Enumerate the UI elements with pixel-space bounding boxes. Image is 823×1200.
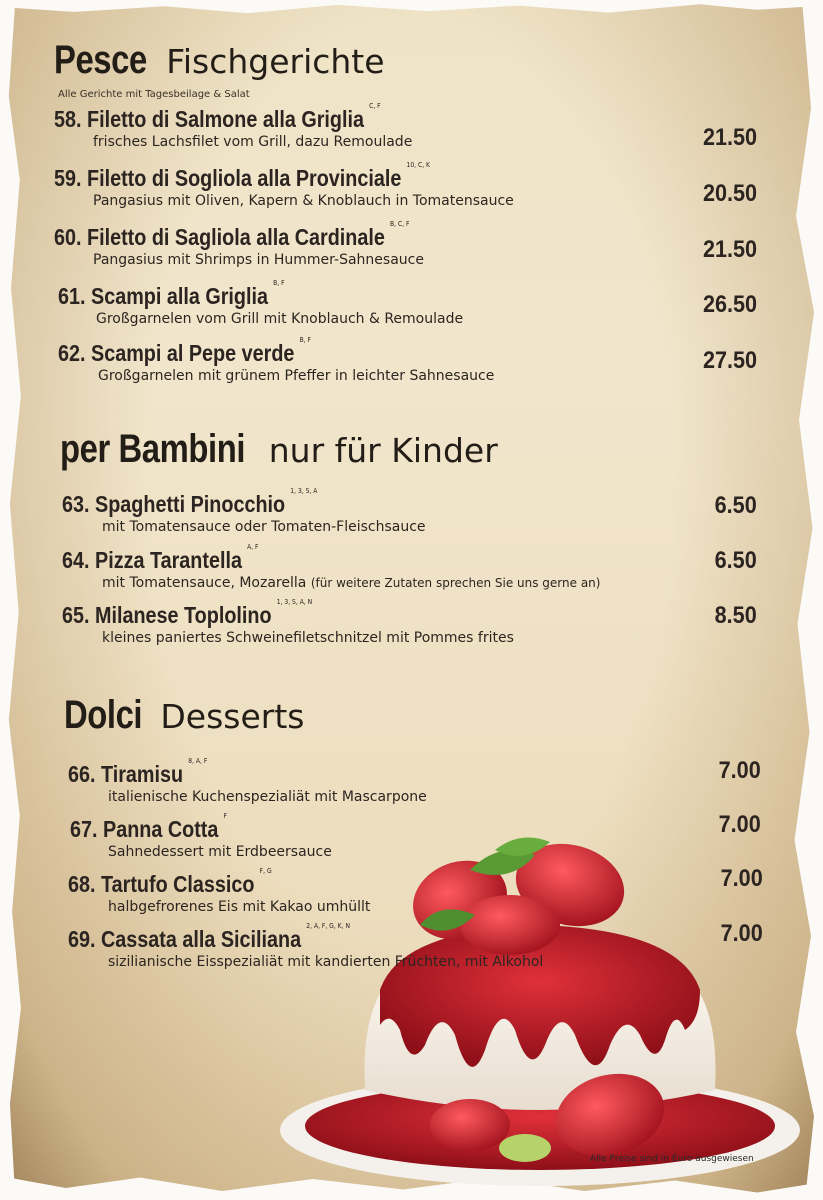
item-description: mit Tomatensauce, Mozarella (für weitere Zutaten sprechen Sie uns gerne an)	[102, 575, 601, 591]
menu-item	[68, 757, 427, 805]
item-price: 6.50	[714, 492, 757, 519]
allergen-codes: F	[223, 812, 228, 820]
menu-item	[58, 279, 464, 327]
item-price: 7.00	[718, 757, 761, 784]
item-description: halbgefrorenes Eis mit Kakao umhüllt	[108, 899, 371, 915]
section-title-italian: per Bambini	[60, 427, 246, 471]
item-description: Großgarnelen mit grünem Pfeffer in leichter Sahnesauce	[98, 368, 495, 384]
item-price: 20.50	[702, 180, 757, 207]
menu-item	[68, 867, 371, 915]
item-description: Sahnedessert mit Erdbeersauce	[108, 844, 332, 860]
allergen-codes: 2, A, F, G, K, N	[306, 922, 350, 930]
item-description: Großgarnelen vom Grill mit Knoblauch & Remoulade	[96, 311, 464, 327]
item-description-note: (für weitere Zutaten sprechen Sie uns gerne an)	[310, 576, 601, 590]
menu-item	[70, 812, 332, 860]
menu-item	[54, 220, 467, 268]
item-description: mit Tomatensauce oder Tomaten-Fleischsauce	[102, 519, 426, 535]
allergen-codes: B, F	[273, 279, 285, 287]
item-price: 27.50	[702, 347, 757, 374]
item-name: 64. Pizza Tarantella $^{A, F}$	[62, 543, 259, 573]
menu-item	[62, 543, 601, 591]
section-title-pesce	[54, 38, 385, 83]
item-name: 66. Tiramisu $^{8, A, F}$	[68, 757, 208, 787]
item-name: 60. Filetto di Sagliola alla Cardinale $^{B, C, F}$	[54, 220, 410, 250]
item-price: 21.50	[702, 236, 757, 263]
item-name: 63. Spaghetti Pinocchio $^{1, 3, S, A}$	[62, 487, 318, 517]
allergen-codes: 1, 3, S, A, N	[276, 598, 313, 606]
allergen-codes: B, C, F	[390, 220, 410, 228]
menu-item	[54, 161, 514, 209]
item-price: 7.00	[720, 865, 763, 892]
item-name: 69. Cassata alla Siciliana $^{2, A, F, G, K, N}$	[68, 922, 350, 952]
section-title-bambini	[60, 427, 498, 472]
section-title-italian: Dolci	[64, 693, 143, 737]
section-title-german: Fischgerichte	[166, 42, 385, 81]
item-name: 61. Scampi alla Griglia $^{B, F}$	[58, 279, 285, 309]
item-name: 65. Milanese Toplolino $^{1, 3, S, A, N}$	[62, 598, 313, 628]
menu-item	[62, 598, 514, 646]
footer-price-note: Alle Preise sind in Euro ausgewiesen	[590, 1154, 754, 1164]
section-title-german: Desserts	[160, 697, 305, 736]
allergen-codes: 1, 3, S, A	[290, 487, 318, 495]
item-description: Pangasius mit Oliven, Kapern & Knoblauch in Tomatensauce	[93, 193, 514, 209]
section-title-dolci	[64, 693, 305, 738]
menu-item	[54, 102, 434, 150]
section-subnote: Alle Gerichte mit Tagesbeilage & Salat	[58, 89, 250, 100]
item-name: 62. Scampi al Pepe verde $^{B, F}$	[58, 336, 311, 366]
allergen-codes: 10, C, K	[406, 161, 430, 169]
allergen-codes: C, F	[369, 102, 381, 110]
item-price: 7.00	[720, 920, 763, 947]
menu-item	[68, 922, 544, 970]
allergen-codes: 8, A, F	[188, 757, 208, 765]
item-price: 7.00	[718, 811, 761, 838]
item-price: 8.50	[714, 602, 757, 629]
item-name: 58. Filetto di Salmone alla Griglia $^{C, F}$	[54, 102, 381, 132]
item-price: 21.50	[702, 124, 757, 151]
item-description: Pangasius mit Shrimps in Hummer-Sahnesauce	[93, 252, 424, 268]
item-name: 68. Tartufo Classico $^{F, G}$	[68, 867, 272, 897]
menu-item	[58, 336, 495, 384]
allergen-codes: F, G	[259, 867, 272, 875]
section-title-german: nur für Kinder	[268, 431, 498, 470]
allergen-codes: A, F	[247, 543, 259, 551]
item-description: kleines paniertes Schweinefiletschnitzel mit Pommes frites	[102, 630, 514, 646]
item-description: italienische Kuchenspezialiät mit Mascarpone	[108, 789, 427, 805]
item-price: 6.50	[714, 547, 757, 574]
item-description: frisches Lachsfilet vom Grill, dazu Remoulade	[93, 134, 413, 150]
item-price: 26.50	[702, 291, 757, 318]
menu-item	[62, 487, 426, 535]
item-description: sizilianische Eisspezialiät mit kandierten Früchten, mit Alkohol	[108, 954, 544, 970]
item-name: 67. Panna Cotta $^F$	[70, 812, 228, 842]
item-name: 59. Filetto di Sogliola alla Provinciale $^{10, C, K}$	[54, 161, 430, 191]
allergen-codes: B, F	[299, 336, 311, 344]
section-title-italian: Pesce	[54, 38, 147, 82]
